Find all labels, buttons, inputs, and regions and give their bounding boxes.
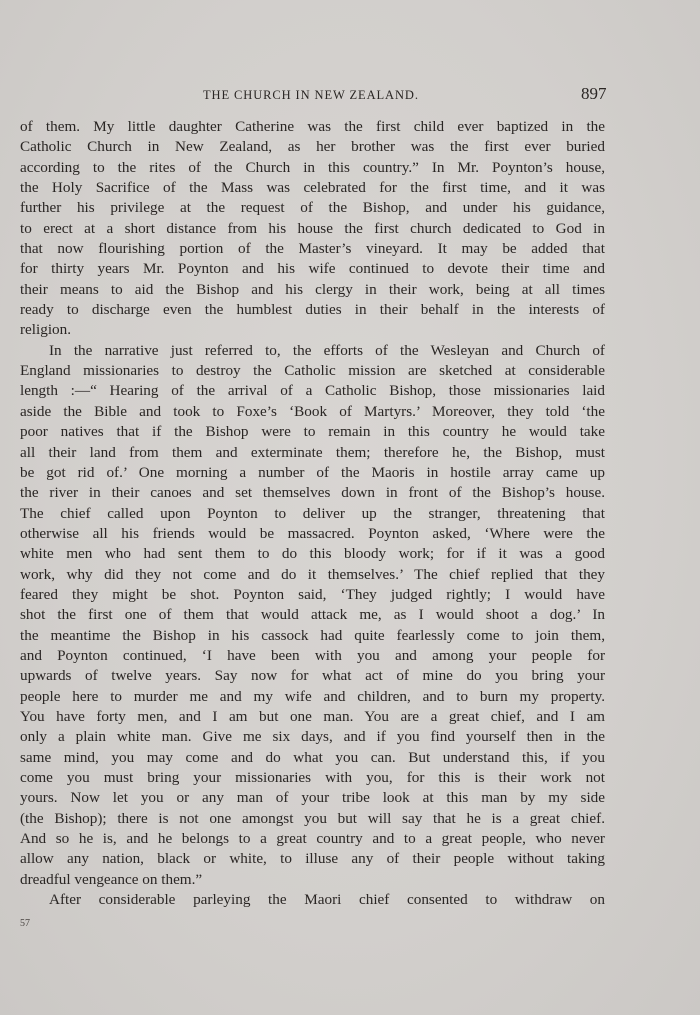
text-line: same mind, you may come and do what you can. But understand this, if you <box>20 748 605 766</box>
text-line: according to the rites of the Church in this country.” In Mr. Poynton’s house, <box>20 158 605 176</box>
text-line: white men who had sent them to do this bloody work; for if it was a good <box>20 545 605 563</box>
text-line: dreadful vengeance on them.” <box>20 870 203 888</box>
text-line: that now flourishing portion of the Master’s vineyard. It may be added that <box>20 240 605 258</box>
text-line: upwards of twelve years. Say now for what act of mine do you bring your <box>20 667 605 685</box>
text-line: work, why did they not come and do it themselves.’ The chief replied that they <box>20 565 605 583</box>
text-line: After considerable parleying the Maori chief consented to withdraw on <box>49 891 605 909</box>
text-line: (the Bishop); there is not one amongst you but will say that he is a great chief. <box>20 809 605 827</box>
text-line: aside the Bible and took to Foxe’s ‘Book of Martyrs.’ Moreover, they told ‘the <box>20 402 605 420</box>
text-line: shot the first one of them that would attack me, as I would shoot a dog.’ In <box>20 606 605 624</box>
text-line: Catholic Church in New Zealand, as her brother was the first ever buried <box>20 138 605 156</box>
text-line: feared they might be shot. Poynton said, ‘They judged rightly; I would have <box>20 585 605 603</box>
text-line: the river in their canoes and set themselves down in front of the Bishop’s house. <box>20 484 605 502</box>
text-line: their means to aid the Bishop and his clergy in their work, being at all times <box>20 280 605 298</box>
text-line: further his privilege at the request of the Bishop, and under his guidance, <box>20 199 605 217</box>
text-line: the meantime the Bishop in his cassock had quite fearlessly come to join them, <box>20 626 605 644</box>
text-line: In the narrative just referred to, the efforts of the Wesleyan and Church of <box>49 341 605 359</box>
signature-mark: 57 <box>20 918 30 929</box>
text-line: allow any nation, black or white, to illuse any of their people without taking <box>20 850 605 868</box>
text-line: for thirty years Mr. Poynton and his wife continued to devote their time and <box>20 260 605 278</box>
text-line: the Holy Sacrifice of the Mass was celebrated for the first time, and it was <box>20 179 605 197</box>
text-line: poor natives that if the Bishop were to remain in this country he would take <box>20 423 605 441</box>
text-line: yours. Now let you or any man of your tribe look at this man by my side <box>20 789 605 807</box>
text-line: all their land from them and exterminate them; therefore he, the Bishop, must <box>20 443 605 461</box>
text-line: religion. <box>20 321 72 339</box>
running-head-title: THE CHURCH IN NEW ZEALAND. <box>203 88 419 102</box>
running-head <box>0 84 700 108</box>
text-line: people here to murder me and my wife and children, and to burn my property. <box>20 687 605 705</box>
text-line: to erect at a short distance from his house the first church dedicated to God in <box>20 219 605 237</box>
text-line: England missionaries to destroy the Catholic mission are sketched at considerable <box>20 362 605 380</box>
page-number: 897 <box>581 84 607 103</box>
text-line: And so he is, and he belongs to a great country and to a great people, who never <box>20 830 605 848</box>
text-line: otherwise all his friends would be massacred. Poynton asked, ‘Where were the <box>20 524 605 542</box>
text-line: be got rid of.’ One morning a number of the Maoris in hostile array came up <box>20 463 605 481</box>
text-line: come you must bring your missionaries with you, for this is their work not <box>20 769 605 786</box>
text-line: The chief called upon Poynton to deliver up the stranger, threatening that <box>20 504 605 522</box>
body-text <box>20 117 605 910</box>
text-line: You have forty men, and I am but one man. You are a great chief, and I am <box>20 707 605 725</box>
text-line: and Poynton continued, ‘I have been with you and among your people for <box>20 646 605 664</box>
text-line: ready to discharge even the humblest duties in their behalf in the interests of <box>20 301 605 319</box>
text-line: length :—“ Hearing of the arrival of a Catholic Bishop, those missionaries laid <box>20 382 605 400</box>
text-line: only a plain white man. Give me six days, and if you find yourself then in the <box>20 728 605 746</box>
text-line: of them. My little daughter Catherine was the first child ever baptized in the <box>20 118 605 135</box>
